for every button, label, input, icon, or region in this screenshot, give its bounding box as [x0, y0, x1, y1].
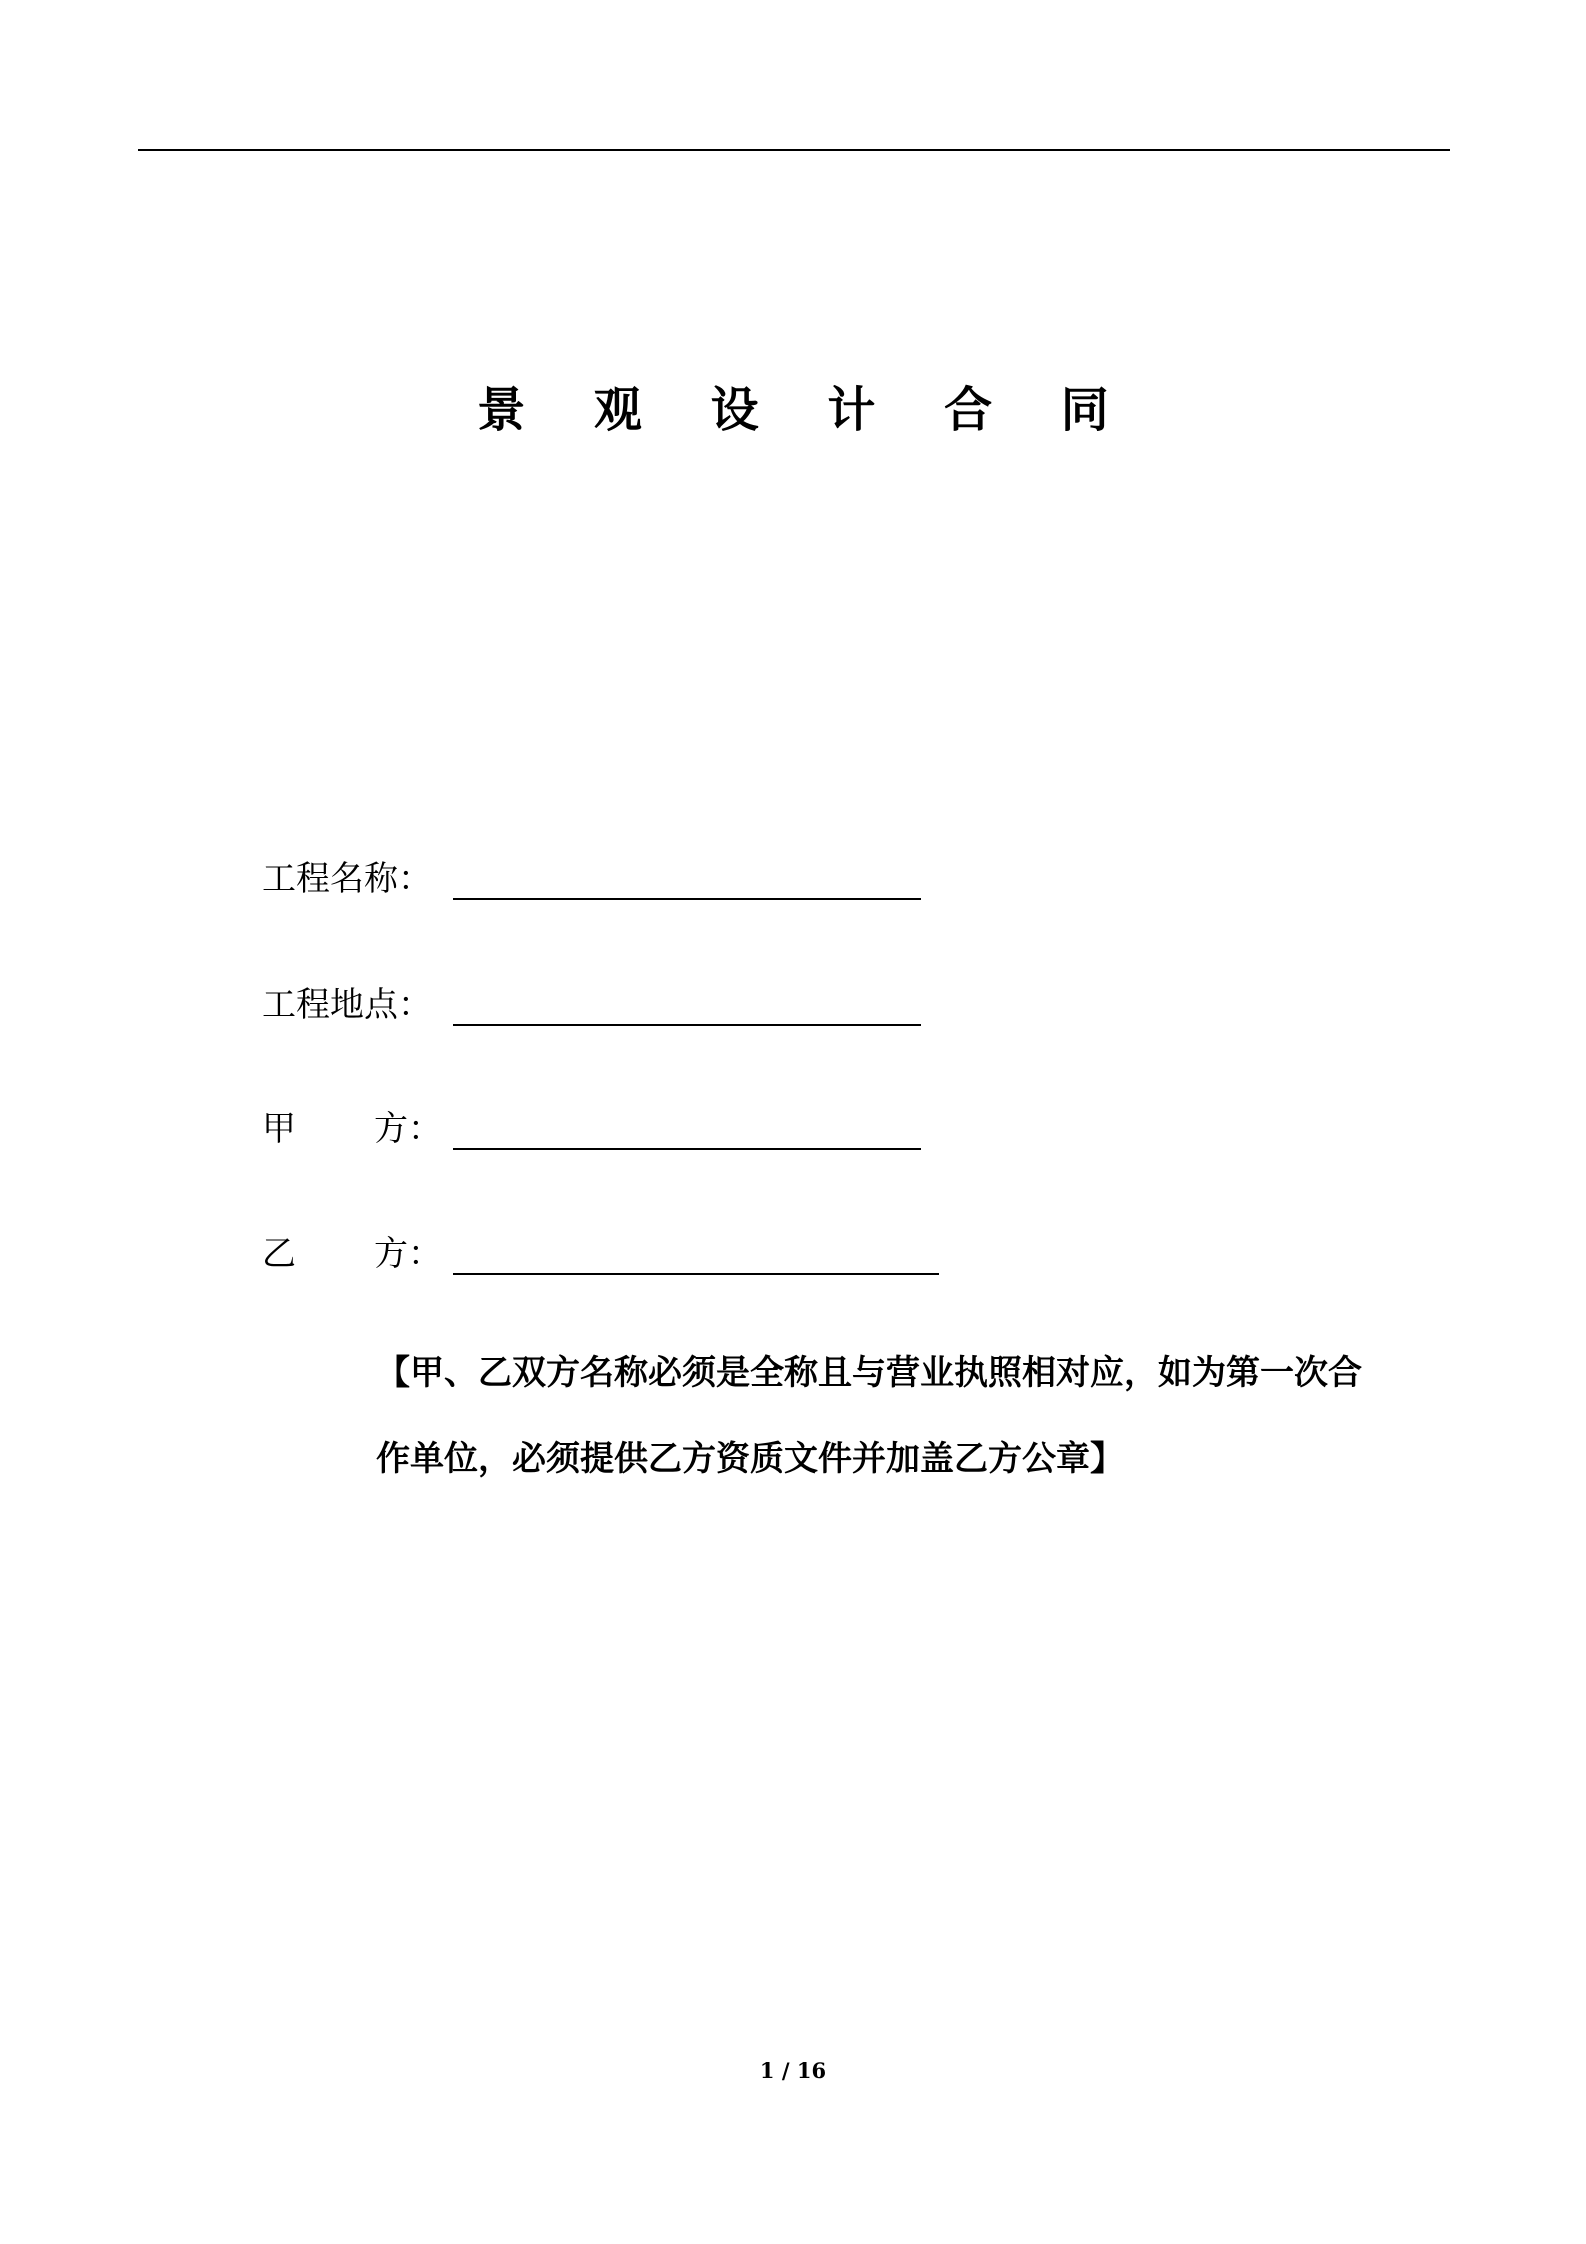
- party-b-label-second: 方：: [374, 1234, 442, 1274]
- document-title: 景 观 设 计 合 同: [477, 382, 1135, 438]
- project-location-label: 工程地点：: [262, 985, 432, 1025]
- note-line-1: 【甲、乙双方名称必须是全称且与营业执照相对应，如为第一次合: [376, 1353, 1362, 1393]
- party-a-input-line[interactable]: [453, 1148, 921, 1150]
- project-name-input-line[interactable]: [453, 898, 921, 900]
- note-line-2: 作单位，必须提供乙方资质文件并加盖乙方公章】: [376, 1439, 1124, 1479]
- project-location-input-line[interactable]: [453, 1024, 921, 1026]
- party-a-label-second: 方：: [374, 1109, 442, 1149]
- party-b-input-line[interactable]: [453, 1273, 939, 1275]
- party-a-label-first: 甲: [262, 1109, 296, 1149]
- page-number: 1 / 16: [759, 2058, 827, 2083]
- header-rule: [138, 149, 1450, 151]
- project-name-label: 工程名称：: [262, 859, 432, 899]
- party-b-label-first: 乙: [262, 1234, 296, 1274]
- party-name-note: [376, 1330, 1466, 1502]
